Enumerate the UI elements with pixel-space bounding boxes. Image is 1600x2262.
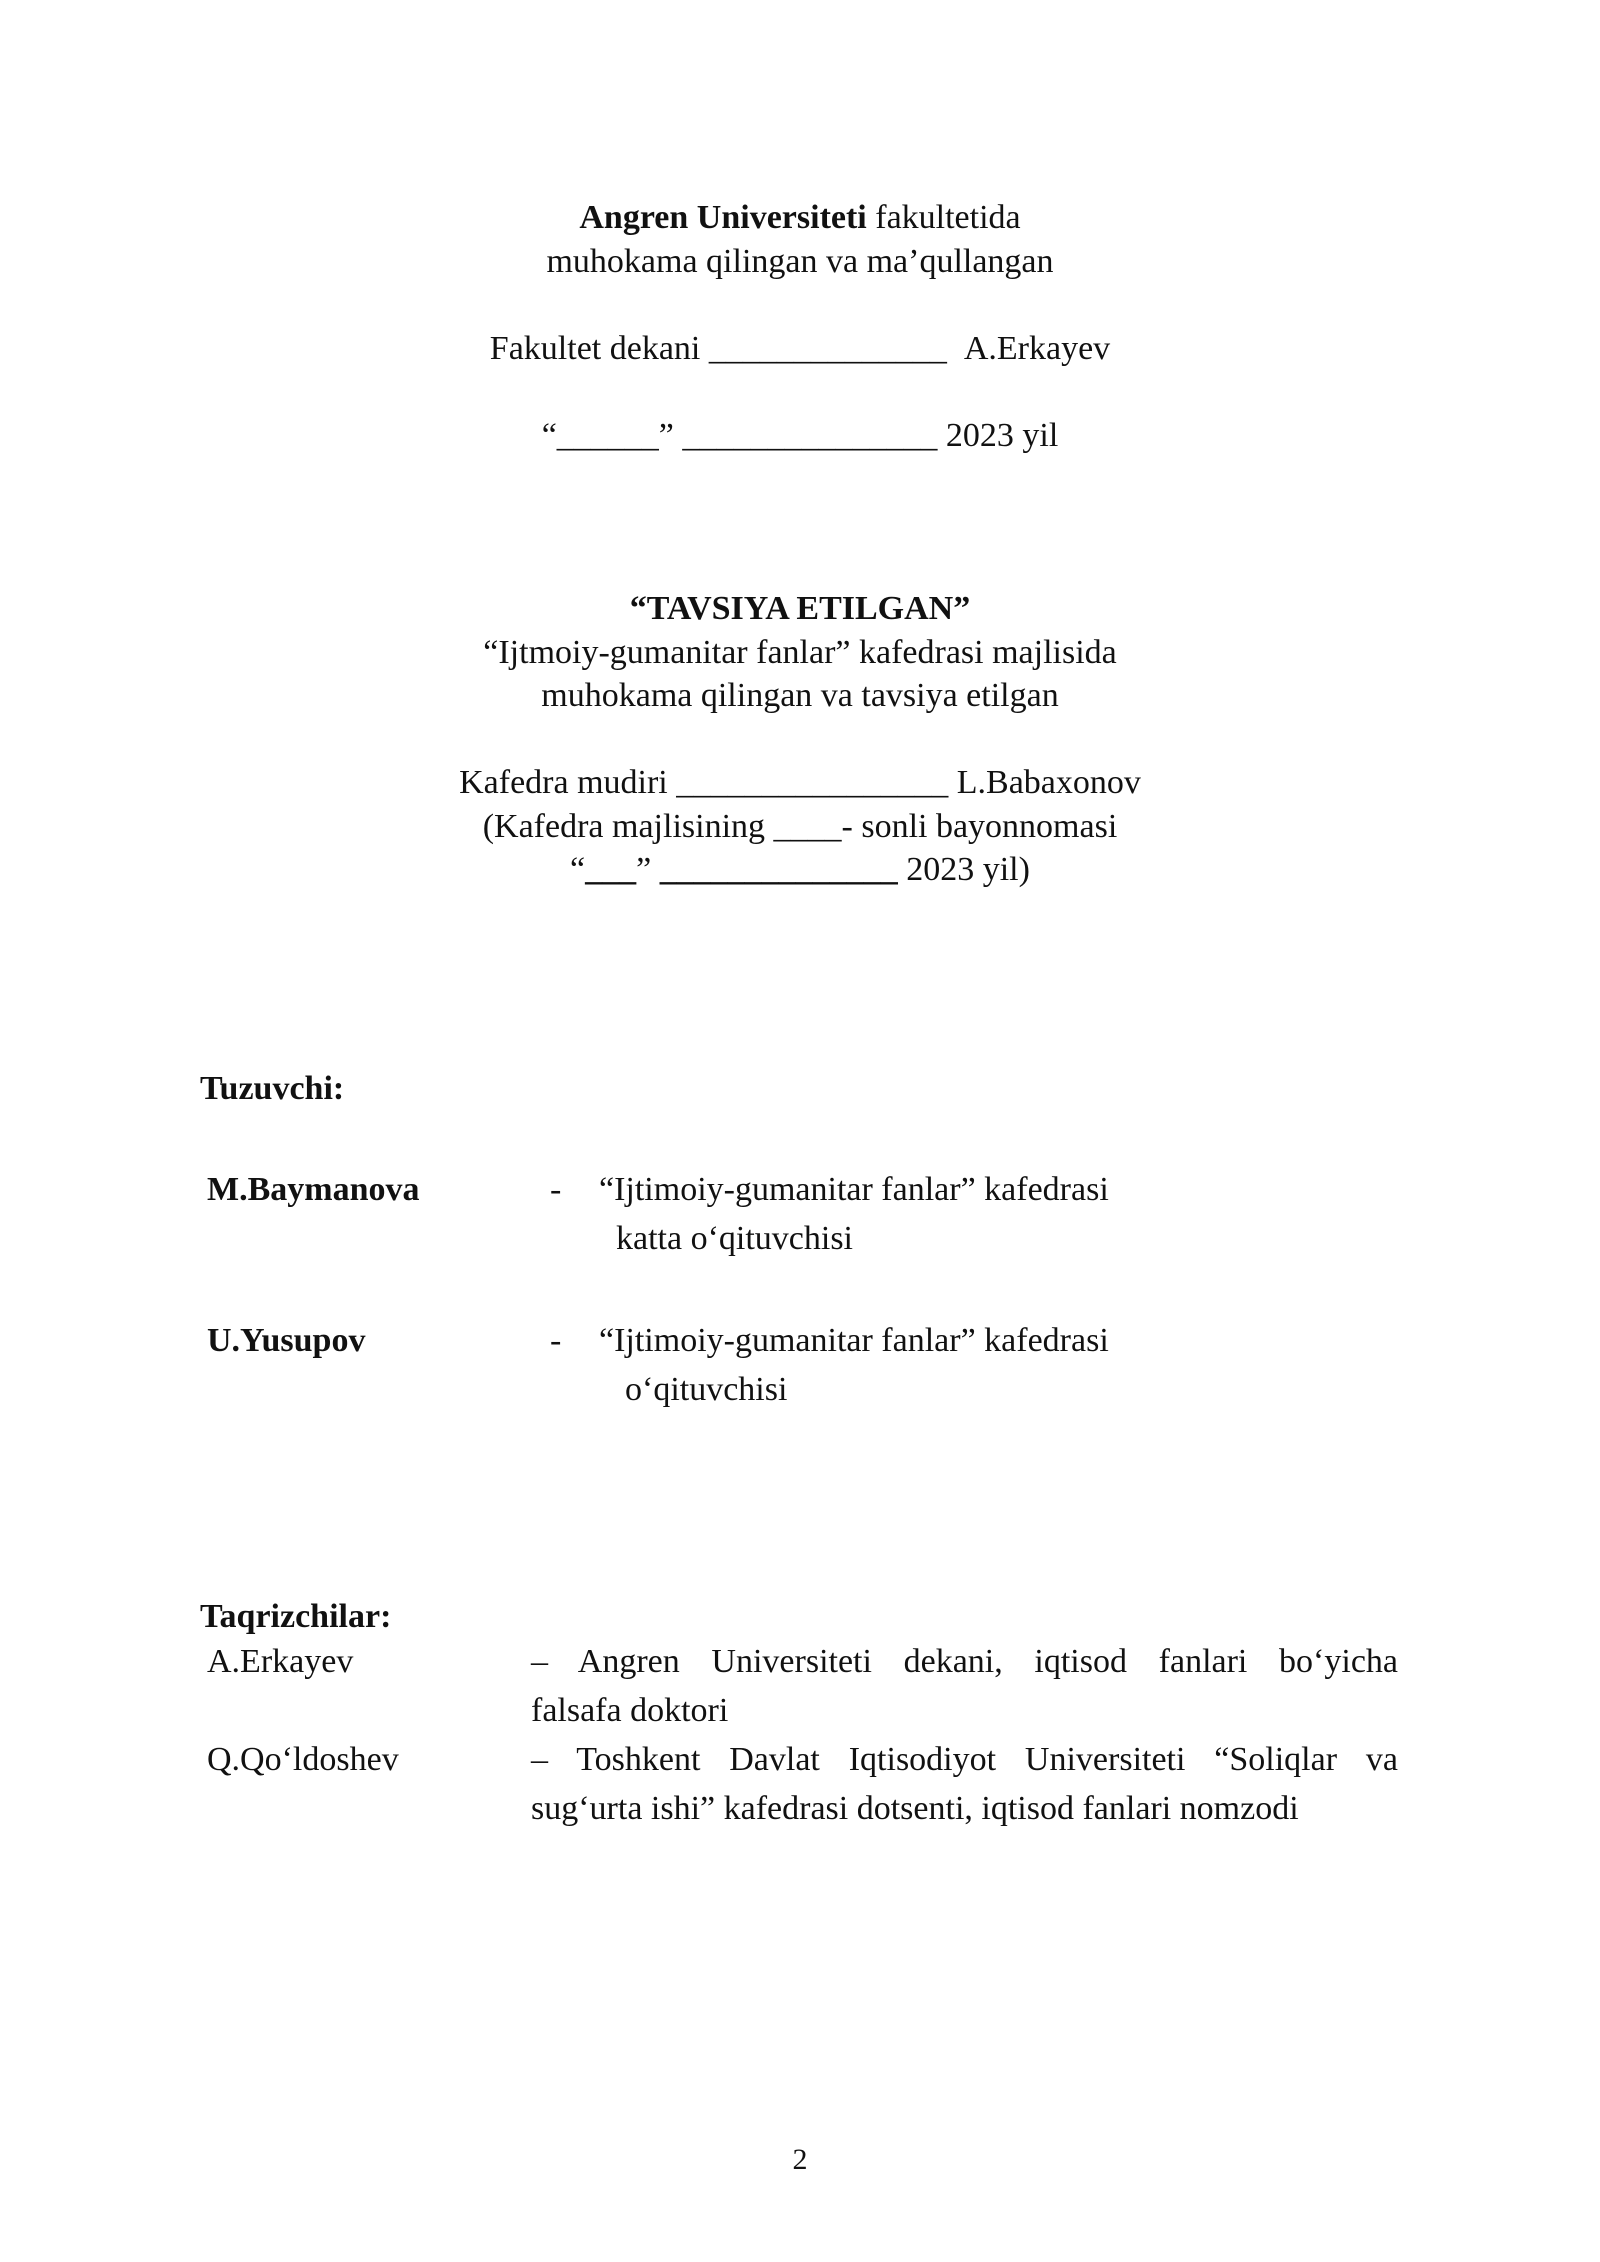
reviewer-name: A.Erkayev (207, 1643, 354, 1680)
compiler-name: U.Yusupov (207, 1322, 366, 1359)
approval-line-2: muhokama qilingan va ma’qullangan (546, 243, 1054, 280)
reviewer-role-line-1: – Toshkent Davlat Iqtisodiyot Universiteti “Soliqlar va (531, 1741, 1398, 1778)
dean-signature-line (0, 327, 1600, 371)
reviewers-heading: Taqrizchilar: (200, 1598, 392, 1635)
head-name: L.Babaxonov (956, 764, 1141, 801)
recommended-line-1: “Ijtmoiy-gumanitar fanlar” kafedrasi majlisida (483, 634, 1117, 671)
approval-date-day: “______” (541, 417, 674, 454)
compiler-name: M.Baymanova (207, 1171, 420, 1208)
minutes-number-blank: ____ (773, 808, 842, 845)
approval-date-line (0, 414, 1600, 458)
approval-date-year: 2023 yil (945, 417, 1059, 454)
reviewer-role-line-2: sug‘urta ishi” kafedrasi dotsenti, iqtisod fanlari nomzodi (531, 1790, 1299, 1827)
compiler-role-line-2: o‘qituvchisi (625, 1371, 788, 1408)
compiler-dash: - (550, 1322, 562, 1359)
recommended-date-day: ___ (585, 851, 637, 888)
dean-name: A.Erkayev (963, 330, 1111, 367)
head-label: Kafedra mudiri (459, 764, 668, 801)
page-number: 2 (792, 2143, 808, 2176)
reviewer-role-line-1: – Angren Universiteti dekani, iqtisod fanlari bo‘yicha (531, 1643, 1398, 1680)
compilers-heading: Tuzuvchi: (200, 1070, 345, 1107)
minutes-line: (Kafedra majlisining ____- sonli bayonnomasi (482, 808, 1118, 845)
university-name: Angren Universiteti (579, 199, 867, 236)
recommended-date-line: “___” ______________ 2023 yil) (570, 851, 1030, 888)
compiler-role-line-2: katta o‘qituvchisi (616, 1220, 854, 1257)
reviewer-role-line-2: falsafa doktori (531, 1692, 729, 1729)
dean-signature-blank: ______________ (708, 330, 947, 367)
reviewer-name: Q.Qo‘ldoshev (207, 1741, 399, 1778)
recommended-date-year: 2023 yil) (906, 851, 1030, 888)
head-signature-blank: ________________ (676, 764, 949, 801)
recommended-line-2: muhokama qilingan va tavsiya etilgan (541, 677, 1059, 714)
recommended-date-month: ______________ (659, 851, 898, 888)
recommended-title: “TAVSIYA ETILGAN” (629, 590, 971, 627)
compiler-role-line-1: “Ijtimoiy-gumanitar fanlar” kafedrasi (599, 1171, 1109, 1208)
dean-label: Fakultet dekani (489, 330, 701, 367)
head-signature-line (0, 761, 1600, 805)
approval-date-month: _______________ (682, 417, 938, 454)
compiler-role-line-1: “Ijtimoiy-gumanitar fanlar” kafedrasi (599, 1322, 1109, 1359)
compiler-dash: - (550, 1171, 562, 1208)
approval-line-1: Angren Universiteti fakultetida (579, 199, 1021, 236)
